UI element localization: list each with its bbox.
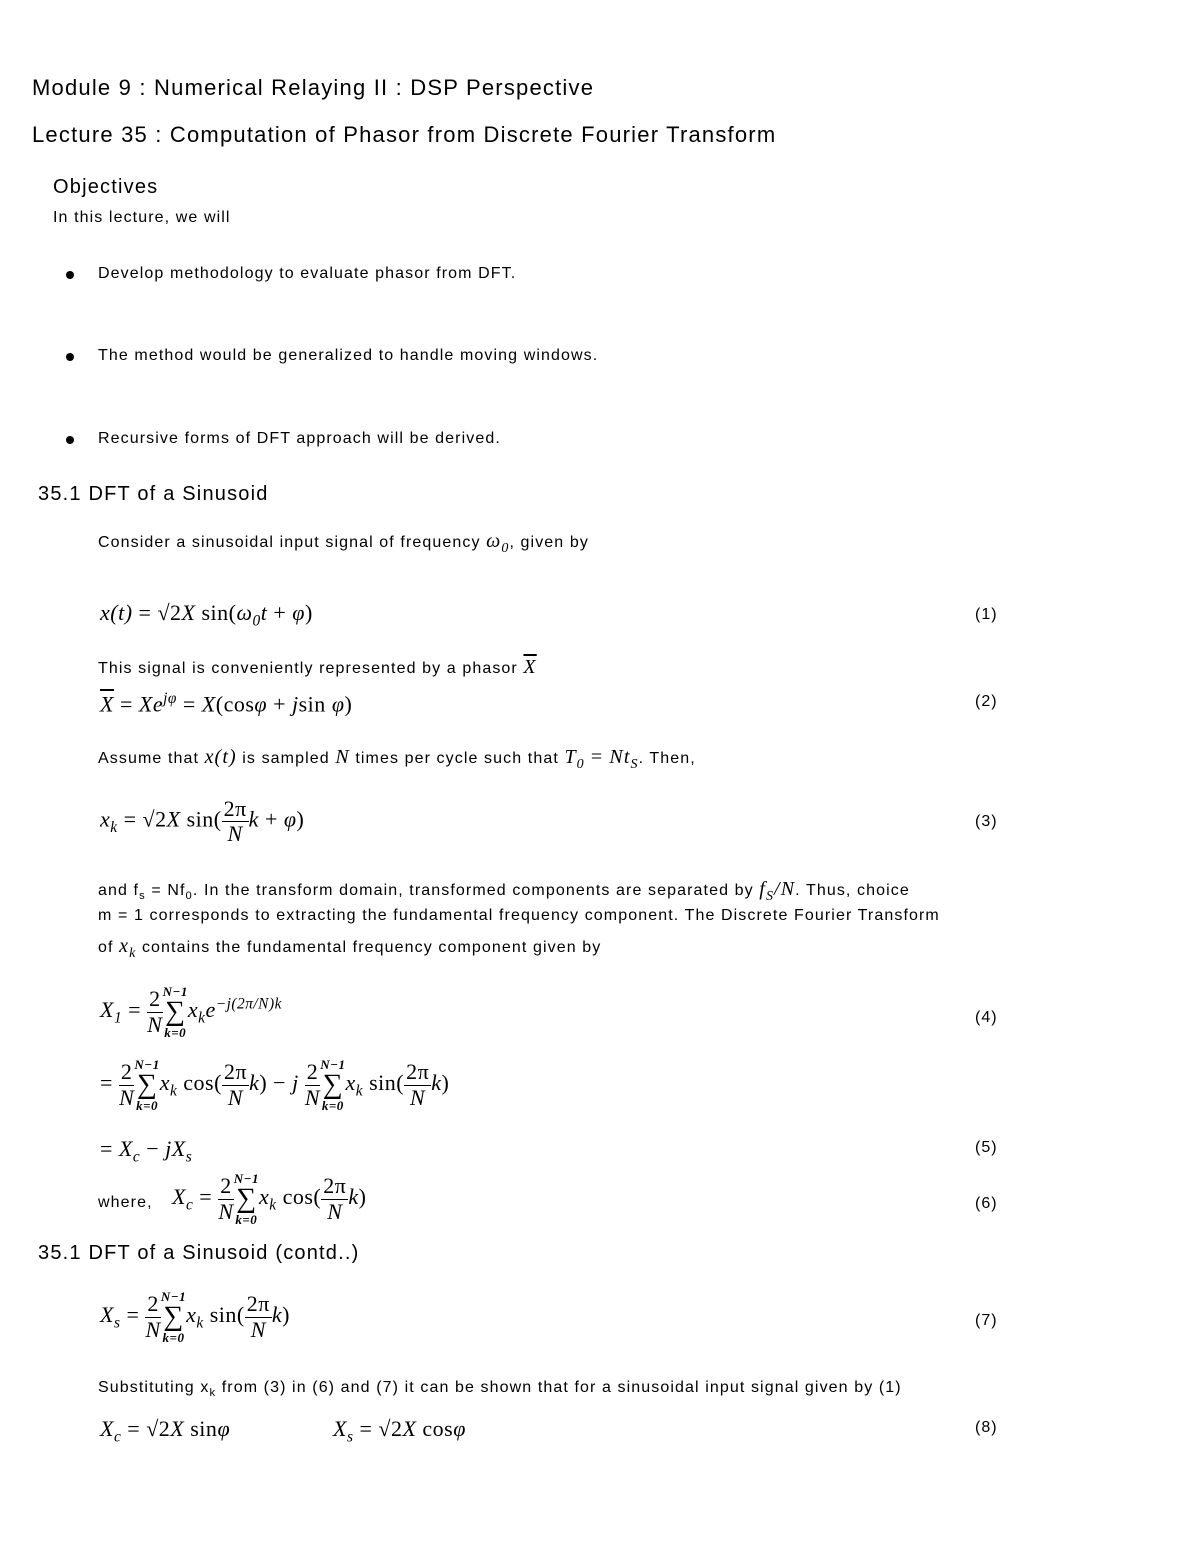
equation-8b: $X_s = √2X$ cosφ [333, 1416, 466, 1446]
objective-item: Develop methodology to evaluate phasor from DFT. [98, 265, 517, 282]
bullet-icon [66, 353, 74, 361]
equation-1: x(t) = √2X $\sin(\omega_0t + \varphi)$ [100, 600, 313, 630]
where-label: where, [98, 1194, 153, 1211]
equation-number: (1) [975, 606, 998, 623]
equation-4-expanded: = $\frac{2}{N}$ N−1 ∑ k=0 $x_k$ cos( $\frac{2\pi}{N}$ k) − j $\frac{2}{N}$ N−1 ∑ k=0 $x_k$ sin( $\frac{2\pi}{N}$ k) [100, 1057, 450, 1113]
paragraph: Assume that x(t) is sampled N times per cycle such that $T_0 = Nt_S$. Then, [98, 746, 696, 772]
equation-number: (8) [975, 1419, 998, 1436]
bullet-icon [66, 271, 74, 279]
equation-number: (6) [975, 1195, 998, 1212]
equation-7: $X_s$ = $\frac{2}{N}$ N−1 ∑ k=0 $x_k$ sin( $\frac{2\pi}{N}$ k) [100, 1289, 290, 1345]
paragraph: This signal is conveniently represented by a phasor $\overline{X}$ [98, 656, 537, 678]
equation-3: $x_k = √2X$ sin( $\frac{2\pi}{N}$ k + φ) [100, 796, 305, 847]
phasor-symbol: $\overline{X}$ [523, 656, 537, 678]
section-heading: 35.1 DFT of a Sinusoid [38, 483, 269, 505]
equation-5: = $X_c - jX_s$ [100, 1136, 193, 1166]
equation-6: $X_c$ = $\frac{2}{N}$ N−1 ∑ k=0 $x_k$ cos( $\frac{2\pi}{N}$ k) [172, 1171, 367, 1227]
objectives-heading: Objectives [53, 176, 159, 198]
equation-number: (5) [975, 1139, 998, 1156]
equation-number: (7) [975, 1312, 998, 1329]
equation-4: $X_1$ = $\frac{2}{N}$ N−1 ∑ k=0 $x_ke^{-j(2\pi/N)k}$ [100, 984, 282, 1040]
bullet-icon [66, 436, 74, 444]
lecture-title: Lecture 35 : Computation of Phasor from Discrete Fourier Transform [32, 122, 777, 147]
section-heading: 35.1 DFT of a Sinusoid (contd..) [38, 1242, 360, 1264]
paragraph: m = 1 corresponds to extracting the fundamental frequency component. The Discrete Fourier Transform [98, 907, 940, 924]
module-title: Module 9 : Numerical Relaying II : DSP Perspective [32, 75, 595, 100]
equation-8a: $X_c = √2X$ sinφ [100, 1416, 231, 1446]
paragraph: Substituting $x_k$ from (3) in (6) and (7) it can be shown that for a sinusoidal input signal given by (1) [98, 1379, 902, 1400]
objectives-intro: In this lecture, we will [53, 209, 231, 226]
equation-number: (3) [975, 813, 998, 830]
equation-number: (4) [975, 1009, 998, 1026]
paragraph: and $f_s = Nf_0$. In the transform domain, transformed components are separated by $f_S/N$. Thus, choice [98, 878, 910, 904]
objective-item: Recursive forms of DFT approach will be derived. [98, 430, 501, 447]
objective-item: The method would be generalized to handle moving windows. [98, 347, 599, 364]
equation-number: (2) [975, 693, 998, 710]
paragraph: of $x_k$ contains the fundamental frequency component given by [98, 935, 602, 961]
omega0-symbol: $\omega_0$ [486, 530, 510, 556]
paragraph: Consider a sinusoidal input signal of frequency $\omega_0$, given by [98, 530, 589, 556]
equation-2: $\overline{X} = Xe^{j\varphi} = X(\cos\varphi + jsin$ φ) [100, 690, 353, 717]
